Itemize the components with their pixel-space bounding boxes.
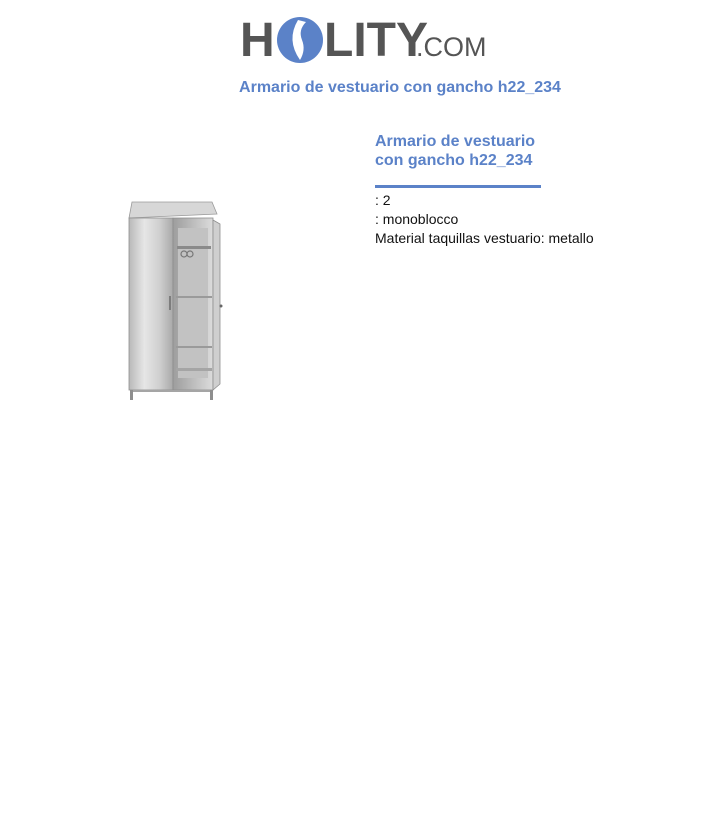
product-info <box>375 132 705 248</box>
locker-cabinet-image <box>120 196 280 401</box>
product-image <box>120 196 280 401</box>
product-name: Armario de vestuario con gancho h22_234 <box>375 133 536 169</box>
title-divider <box>375 185 541 188</box>
logo-letter-h: H <box>240 14 275 67</box>
holity-circle-icon <box>277 17 323 63</box>
logo-suffix: .COM <box>416 32 487 62</box>
holity-logo <box>240 10 490 70</box>
spec-row: : monoblocco <box>375 211 459 227</box>
spec-row: : 2 <box>375 192 391 208</box>
page-title: Armario de vestuario con gancho h22_234 <box>239 79 561 96</box>
spec-row: Material taquillas vestuario: metallo <box>375 230 594 246</box>
holity-logo-graphic <box>240 10 490 70</box>
logo-letters-lity: LITY <box>324 14 428 67</box>
